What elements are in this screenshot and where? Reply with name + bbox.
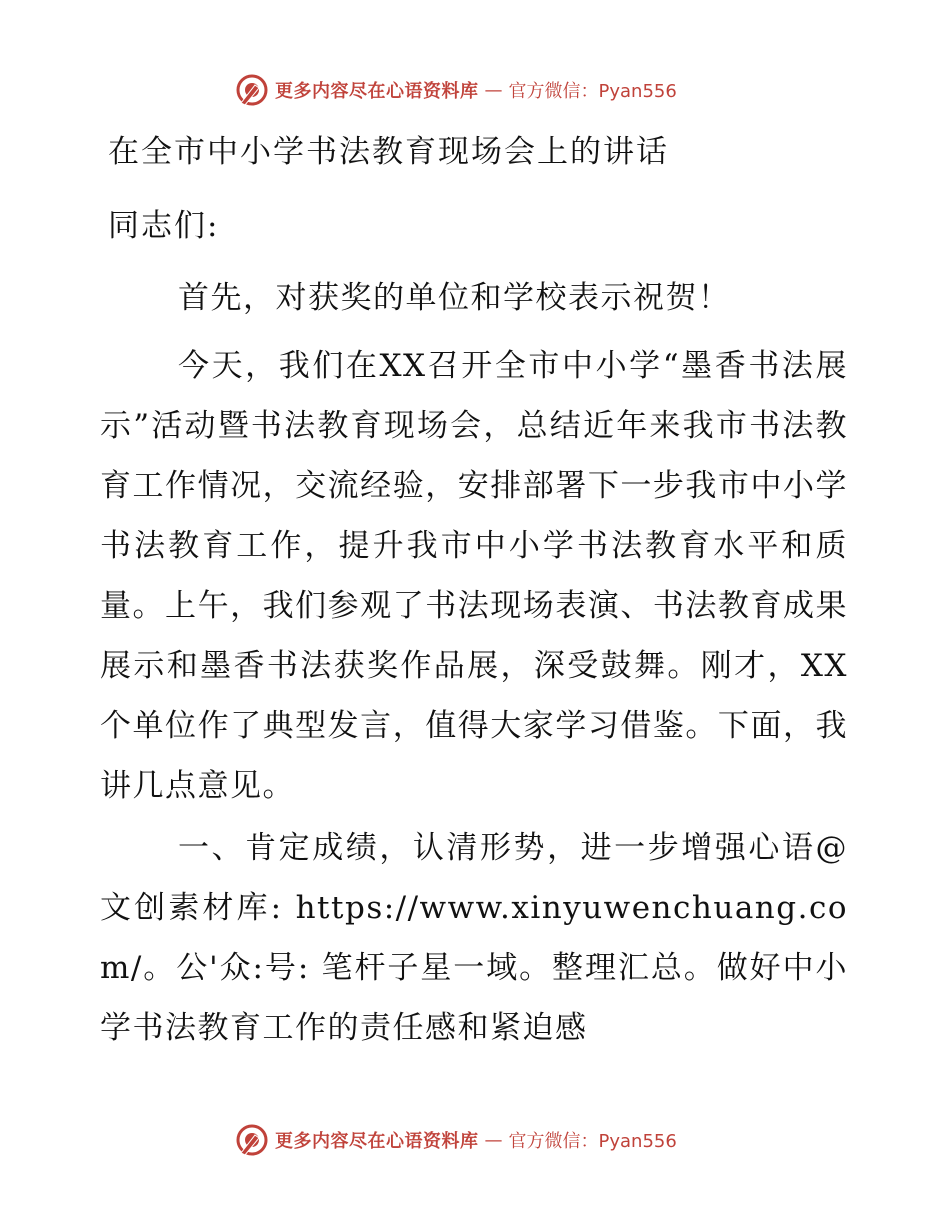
footer-banner (235, 1122, 715, 1158)
salutation: 同志们: (108, 208, 220, 244)
banner-wechat: 官方微信：Pyan556 (508, 1131, 677, 1152)
banner-separator: — (484, 79, 503, 101)
header-banner (235, 72, 715, 108)
pen-logo-icon (235, 1123, 269, 1157)
paragraph-congratulations: 首先，对获奖的单位和学校表示祝贺！ (178, 280, 731, 316)
pen-logo-icon (235, 73, 269, 107)
paragraph-section-one: 一、肯定成绩，认清形势，进一步增强心语@文创素材库: https://www.xinyuwenchuang.com/。公'众:号: 笔杆子星一域。整理汇总。做好中小学书法教育工作的责任感和紧迫感 (100, 830, 848, 1046)
banner-text: 更多内容尽在心语资料库 (275, 1131, 479, 1152)
paragraph-introduction: 今天，我们在XX召开全市中小学“墨香书法展示”活动暨书法教育现场会，总结近年来我市书法教育工作情况，交流经验，安排部署下一步我市中小学书法教育工作，提升我市中小学书法教育水平和质量。上午，我们参观了书法现场表演、书法教育成果展示和墨香书法获奖作品展，深受鼓舞。刚才，XX个单位作了典型发言，值得大家学习借鉴。下面，我讲几点意见。 (100, 348, 848, 804)
banner-wechat: 官方微信：Pyan556 (508, 81, 677, 102)
document-title: 在全市中小学书法教育现场会上的讲话 (108, 134, 669, 170)
banner-text: 更多内容尽在心语资料库 (275, 81, 479, 102)
banner-separator: — (484, 1129, 503, 1151)
